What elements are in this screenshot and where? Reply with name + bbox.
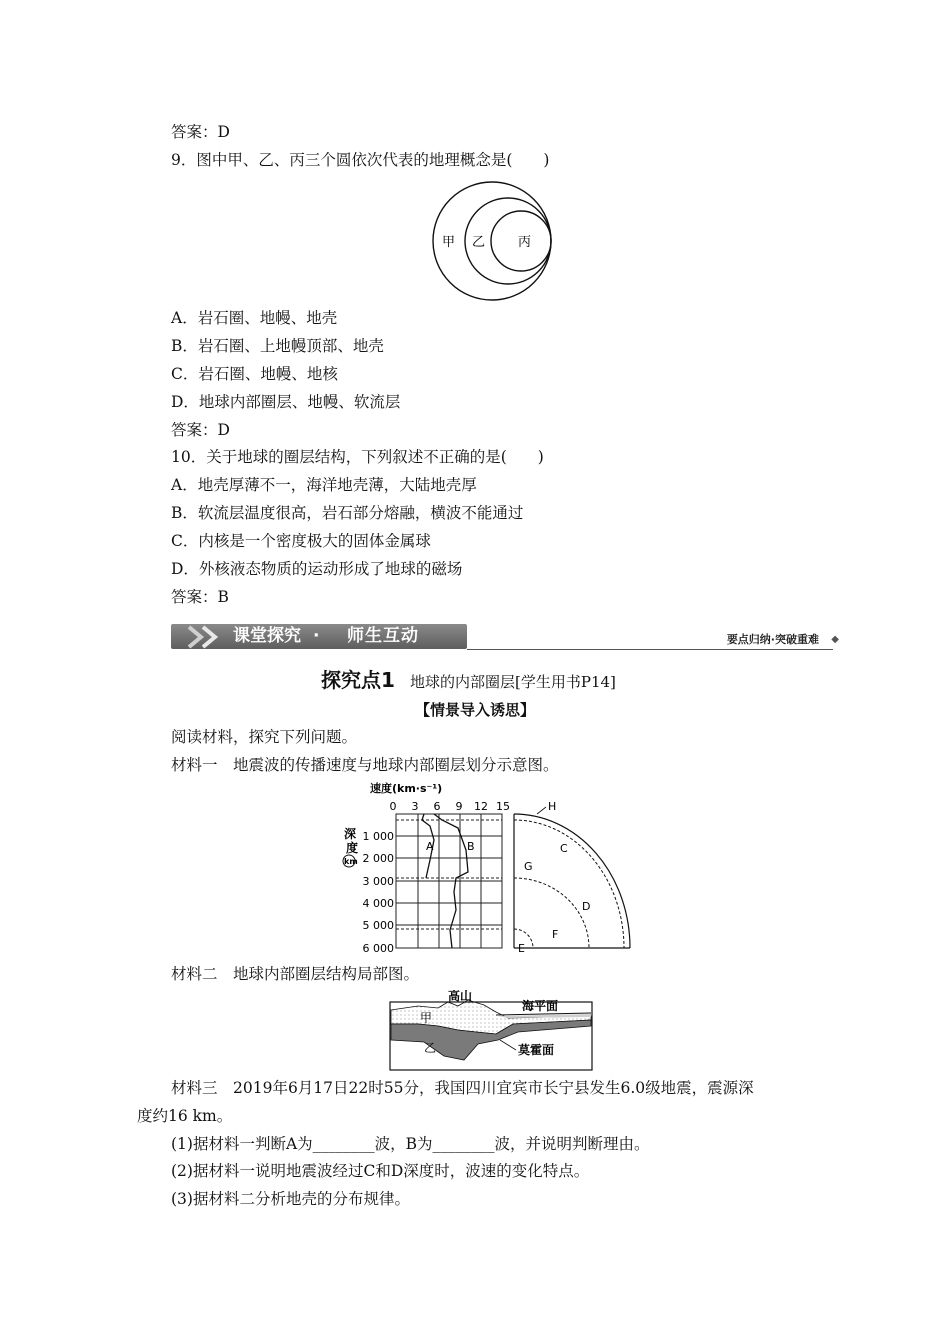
crust-figure bbox=[388, 990, 594, 1072]
seismic-figure bbox=[338, 780, 638, 958]
label-mountain: 高山 bbox=[448, 990, 473, 1003]
layer-f: F bbox=[552, 928, 559, 941]
depth-label-2: 度 bbox=[346, 841, 359, 855]
chevron-icon bbox=[185, 625, 229, 649]
speed-tick-9: 9 bbox=[455, 800, 463, 813]
speed-tick-6: 6 bbox=[433, 800, 441, 813]
prompt-3: (3)据材料二分析地壳的分布规律。 bbox=[171, 1190, 410, 1208]
label-sea-level: 海平面 bbox=[522, 999, 559, 1013]
wave-a-label: A bbox=[426, 840, 434, 853]
option-9a: A．岩石圈、地幔、地壳 bbox=[171, 309, 338, 327]
banner-dot: · bbox=[313, 626, 320, 646]
depth-tick-5000: 5 000 bbox=[362, 919, 394, 932]
option-9d: D．地球内部圈层、地幔、软流层 bbox=[171, 393, 401, 411]
section-subtitle: 地球的内部圈层[学生用书P14] bbox=[410, 673, 616, 691]
option-10a: A．地壳厚薄不一，海洋地壳薄，大陆地壳厚 bbox=[171, 476, 477, 494]
depth-label-1: 深 bbox=[344, 827, 357, 841]
question-9: 9．图中甲、乙、丙三个圆依次代表的地理概念是( ) bbox=[171, 151, 550, 169]
speed-tick-15: 15 bbox=[496, 800, 510, 813]
material-3-line1: 材料三 2019年6月17日22时55分，我国四川宜宾市长宁县发生6.0级地震，震源深 bbox=[171, 1079, 754, 1097]
material-1: 材料一 地震波的传播速度与地球内部圈层划分示意图。 bbox=[171, 756, 559, 774]
section-heading bbox=[321, 664, 616, 693]
prompt-2: (2)据材料一说明地震波经过C和D深度时，波速的变化特点。 bbox=[171, 1162, 590, 1180]
question-10: 10．关于地球的圈层结构，下列叙述不正确的是( ) bbox=[171, 448, 544, 466]
intro-text: 阅读材料，探究下列问题。 bbox=[171, 728, 358, 746]
layer-e: E bbox=[518, 942, 525, 955]
layer-g: G bbox=[524, 860, 533, 873]
speed-tick-0: 0 bbox=[389, 800, 397, 813]
wave-b-label: B bbox=[467, 840, 475, 853]
label-bing: 丙 bbox=[518, 235, 532, 250]
speed-tick-12: 12 bbox=[474, 800, 488, 813]
depth-tick-6000: 6 000 bbox=[362, 942, 394, 955]
depth-tick-4000: 4 000 bbox=[362, 897, 394, 910]
answer-8: 答案：D bbox=[171, 123, 230, 141]
layer-d: D bbox=[582, 900, 591, 913]
banner-rule bbox=[467, 649, 833, 650]
banner-left-title: 课堂探究 bbox=[233, 626, 301, 646]
material-2: 材料二 地球内部圈层结构局部图。 bbox=[171, 965, 420, 983]
circle-diagram bbox=[430, 180, 560, 302]
answer-10: 答案：B bbox=[171, 588, 229, 606]
section-label: 【情景导入诱思】 bbox=[414, 701, 535, 719]
banner-tagline: 要点归纳·突破重难 bbox=[726, 633, 819, 646]
section-banner bbox=[171, 622, 839, 652]
section-title: 探究点1 bbox=[321, 668, 395, 692]
depth-tick-2000: 2 000 bbox=[362, 852, 394, 865]
option-9c: C．岩石圈、地幔、地核 bbox=[171, 365, 338, 383]
material-3-line2: 度约16 km。 bbox=[137, 1107, 233, 1125]
earth-boundaries bbox=[514, 820, 624, 948]
prompt-1: (1)据材料一判断A为________波，B为________波，并说明判断理由。 bbox=[171, 1135, 650, 1153]
speed-axis-label: 速度(km·s⁻¹) bbox=[370, 782, 443, 795]
option-10b: B．软流层温度很高，岩石部分熔融，横波不能通过 bbox=[171, 504, 524, 522]
label-crust-yi: 乙 bbox=[424, 1041, 437, 1055]
depth-label-3: km bbox=[344, 857, 358, 866]
answer-9: 答案：D bbox=[171, 421, 230, 439]
layer-c: C bbox=[560, 842, 568, 855]
label-crust-jia: 甲 bbox=[420, 1011, 433, 1025]
option-9b: B．岩石圈、上地幔顶部、地壳 bbox=[171, 337, 384, 355]
option-10c: C．内核是一个密度极大的固体金属球 bbox=[171, 532, 431, 550]
label-moho: 莫霍面 bbox=[518, 1043, 555, 1057]
layer-h: H bbox=[548, 800, 557, 813]
label-yi: 乙 bbox=[472, 235, 486, 250]
banner-right-title: 师生互动 bbox=[347, 626, 419, 646]
speed-grid bbox=[396, 814, 502, 948]
option-10d: D．外核液态物质的运动形成了地球的磁场 bbox=[171, 560, 463, 578]
label-jia: 甲 bbox=[442, 235, 456, 250]
speed-tick-3: 3 bbox=[411, 800, 419, 813]
depth-tick-3000: 3 000 bbox=[362, 875, 394, 888]
diamond-icon: ◆ bbox=[831, 634, 839, 645]
earth-quadrant bbox=[514, 814, 630, 948]
depth-tick-1000: 1 000 bbox=[362, 830, 394, 843]
